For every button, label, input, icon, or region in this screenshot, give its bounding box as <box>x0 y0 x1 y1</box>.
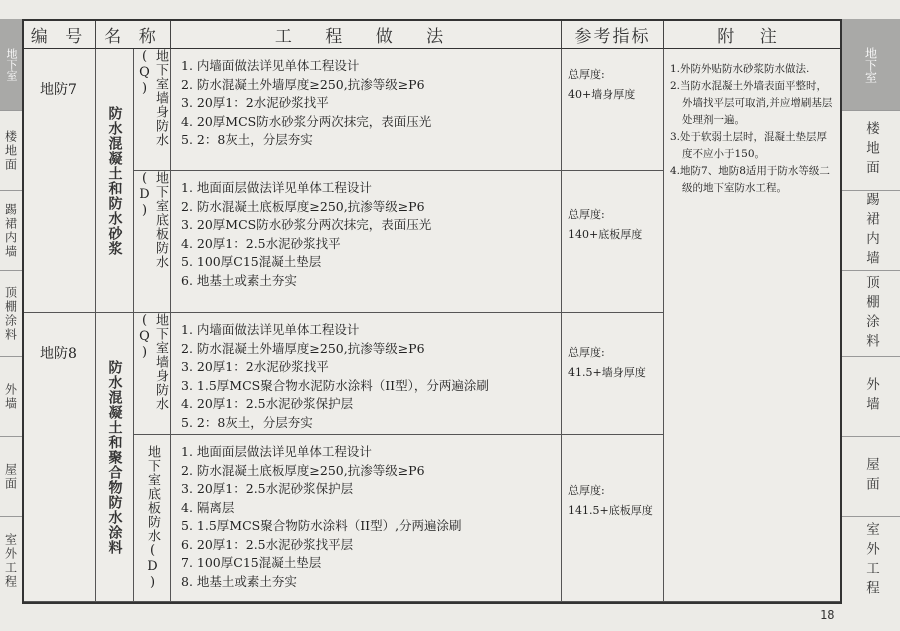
method-cell <box>171 435 562 602</box>
part-label: 地下室底板防水(D) <box>145 445 160 591</box>
method-step: 3. 20厚1：2水泥砂浆找平 <box>181 95 329 110</box>
header-name: 名 称 <box>96 21 171 49</box>
reference-label: 总厚度: <box>568 484 605 497</box>
method-step: 4. 20厚1：2.5水泥砂浆保护层 <box>181 396 354 411</box>
method-step: 1. 地面面层做法详见单体工程设计 <box>181 444 372 459</box>
reference-cell <box>562 435 664 602</box>
tab-ceiling-paint[interactable]: 顶棚涂料 <box>842 271 900 357</box>
method-step: 4. 20厚1：2.5水泥砂浆找平 <box>181 235 341 251</box>
header-reference: 参考指标 <box>562 21 664 49</box>
reference-value: 140+底板厚度 <box>568 228 643 241</box>
left-tab-exterior-wall[interactable]: 外墙 <box>0 357 22 437</box>
part-label-cell <box>134 435 171 602</box>
page-number: 18 <box>820 608 835 622</box>
method-step: 1. 地面面层做法详见单体工程设计 <box>181 180 372 195</box>
method-steps <box>171 49 561 150</box>
reference-value: 40+墙身厚度 <box>568 88 636 101</box>
method-step: 2. 防水混凝土底板厚度≥250,抗渗等级≥P6 <box>181 198 425 214</box>
part-label-cell <box>134 171 171 313</box>
part-label: 地下室底板防水(D) <box>137 171 168 269</box>
method-step: 2. 防水混凝土底板厚度≥250,抗渗等级≥P6 <box>181 462 425 478</box>
tab-basement[interactable]: 地下室 <box>842 19 900 111</box>
reference-value: 141.5+底板厚度 <box>568 504 653 517</box>
method-step: 2. 防水混凝土外墙厚度≥250,抗渗等级≥P6 <box>181 76 425 92</box>
part-label: 地下室墙身防水(Q) <box>137 49 168 147</box>
method-step: 3. 1.5厚MCS聚合物水泥防水涂料（II型），分两遍涂刷 <box>181 377 489 393</box>
reference-label: 总厚度: <box>568 208 605 221</box>
left-tab-floor[interactable]: 楼地面 <box>0 111 22 191</box>
method-steps <box>171 171 561 290</box>
left-tab-roof[interactable]: 屋面 <box>0 437 22 517</box>
left-tab-outdoor[interactable]: 室外工程 <box>3 532 18 589</box>
method-step: 1. 内墙面做法详见单体工程设计 <box>181 322 360 337</box>
part-label-cell <box>134 313 171 435</box>
note-item: 2.当防水混凝土外墙表面平整时，外墙找平层可取消,并应增刷基层处理剂一遍。 <box>670 80 833 126</box>
header-method: 工 程 做 法 <box>171 21 562 49</box>
method-step: 4. 20厚MCS防水砂浆分两次抹完，表面压光 <box>181 113 432 129</box>
part-label: 地下室墙身防水(Q) <box>137 313 168 411</box>
method-step: 8. 地基土或素土夯实 <box>181 573 297 589</box>
header-notes: 附 注 <box>664 21 840 49</box>
left-tab-basement[interactable]: 地下室 <box>0 19 22 111</box>
note-item: 1.外防外贴防水砂浆防水做法. <box>670 63 810 75</box>
method-step: 7. 100厚C15混凝土垫层 <box>181 555 322 570</box>
reference-label: 总厚度: <box>568 68 605 81</box>
method-step: 5. 2：8灰土，分层夯实 <box>181 132 313 147</box>
notes-list <box>664 49 840 197</box>
method-step: 2. 防水混凝土外墙厚度≥250,抗渗等级≥P6 <box>181 340 425 356</box>
method-cell <box>171 49 562 171</box>
row-code-1: 地防7 <box>24 49 96 313</box>
note-item: 4.地防7、地防8适用于防水等级二级的地下室防水工程。 <box>670 165 830 194</box>
category-sidebar <box>842 19 900 604</box>
method-step: 3. 20厚1：2水泥砂浆找平 <box>181 359 329 374</box>
method-step: 4. 隔离层 <box>181 499 235 515</box>
method-step: 5. 1.5厚MCS聚合物防水涂料（II型）,分两遍涂刷 <box>181 518 462 533</box>
header-code: 编 号 <box>24 21 96 49</box>
tab-outdoor-works[interactable]: 室外工程 <box>863 521 879 600</box>
tab-exterior-wall[interactable]: 外墙 <box>842 357 900 437</box>
reference-value: 41.5+墙身厚度 <box>568 366 646 379</box>
reference-cell <box>562 313 664 435</box>
notes-cell <box>664 49 840 602</box>
method-step: 5. 100厚C15混凝土垫层 <box>181 254 322 269</box>
left-tab-ceiling[interactable]: 顶棚涂料 <box>0 271 22 357</box>
construction-table <box>22 19 842 604</box>
method-cell <box>171 171 562 313</box>
method-step: 6. 20厚1：2.5水泥砂浆找平层 <box>181 536 354 552</box>
tab-skirting-wall[interactable]: 踢裙内墙 <box>842 191 900 271</box>
reference-cell <box>562 171 664 313</box>
reference-cell <box>562 49 664 171</box>
row-name-2 <box>96 313 134 602</box>
row-name-label-2: 防水混凝土和聚合物防水涂料 <box>106 359 123 555</box>
row-name-1 <box>96 49 134 313</box>
row-name-label-1: 防水混凝土和防水砂浆 <box>106 105 123 256</box>
row-code-2: 地防8 <box>24 313 96 602</box>
method-cell <box>171 313 562 435</box>
method-step: 3. 20厚MCS防水砂浆分两次抹完，表面压光 <box>181 217 432 232</box>
method-steps <box>171 313 561 432</box>
left-tab-skirting[interactable]: 踢裙内墙 <box>0 191 22 271</box>
method-step: 1. 内墙面做法详见单体工程设计 <box>181 58 360 73</box>
tab-roof[interactable]: 屋面 <box>842 437 900 517</box>
method-step: 3. 20厚1：2.5水泥砂浆保护层 <box>181 481 354 496</box>
method-step: 5. 2：8灰土，分层夯实 <box>181 414 313 430</box>
method-step: 6. 地基土或素土夯实 <box>181 272 297 288</box>
tab-floor[interactable]: 楼地面 <box>842 111 900 191</box>
part-label-cell <box>134 49 171 171</box>
left-category-strip <box>0 19 22 604</box>
note-item: 3.处于软弱土层时，混凝土垫层厚度不应小于150。 <box>670 131 828 160</box>
reference-label: 总厚度: <box>568 346 605 359</box>
method-steps <box>171 435 561 591</box>
